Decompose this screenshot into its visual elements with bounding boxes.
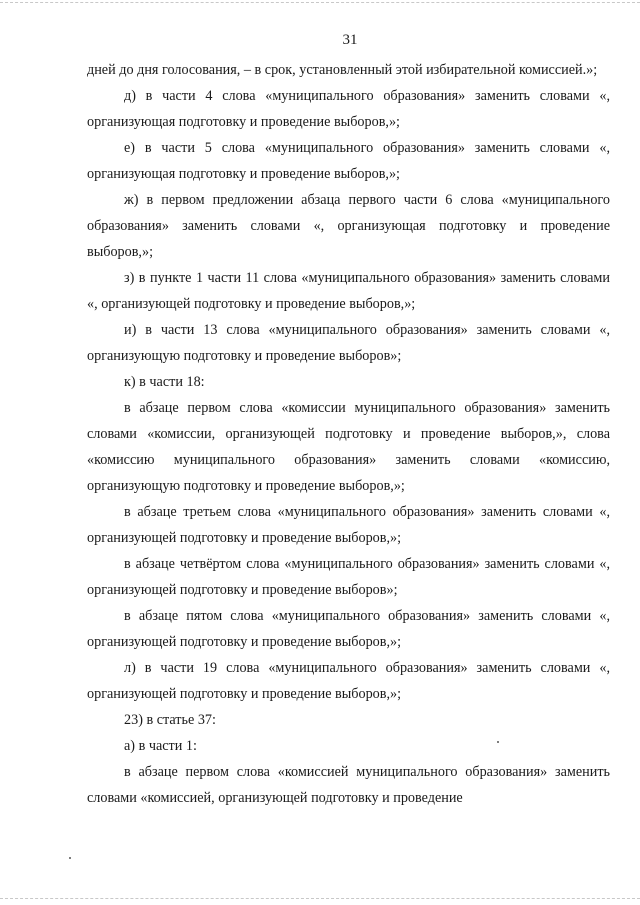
paragraph: з) в пункте 1 части 11 слова «муниципального образования» заменить словами «, организующей подготовку и проведение выборов,»; <box>87 270 610 312</box>
page-number: 31 <box>342 32 358 48</box>
page-top-edge <box>0 2 640 3</box>
paragraph: в абзаце первом слова «комиссией муниципального образования» заменить словами «комиссией, организующей подготовку и проведение <box>87 764 610 806</box>
paragraph: ж) в первом предложении абзаца первого части 6 слова «муниципального образования» заменить словами «, организующая подготовку и проведение выборов,»; <box>87 192 610 260</box>
paragraph: в абзаце третьем слова «муниципального образования» заменить словами «, организующей подготовку и проведение выборов,»; <box>87 504 610 546</box>
scan-speck <box>69 857 71 859</box>
paragraph: д) в части 4 слова «муниципального образования» заменить словами «, организующая подготовку и проведение выборов,»; <box>87 88 610 130</box>
paragraph: к) в части 18: <box>124 374 205 390</box>
page-bottom-edge <box>0 898 640 899</box>
paragraph: и) в части 13 слова «муниципального образования» заменить словами «, организующую подготовку и проведение выборов»; <box>87 322 610 364</box>
paragraph: дней до дня голосования, – в срок, установленный этой избирательной комиссией.»; <box>87 62 598 78</box>
paragraph: е) в части 5 слова «муниципального образования» заменить словами «, организующая подготовку и проведение выборов,»; <box>87 140 610 182</box>
paragraph: в абзаце первом слова «комиссии муниципального образования» заменить словами «комиссии, организующей подготовку и проведение выборов,», слова «комиссию муниципального образования» заменить словами «комиссию, организующую подготовку и проведение выборов,»; <box>87 400 610 494</box>
paragraph: в абзаце четвёртом слова «муниципального образования» заменить словами «, организующей подготовку и проведение выборов»; <box>87 556 610 598</box>
paragraph: в абзаце пятом слова «муниципального образования» заменить словами «, организующей подготовку и проведение выборов,»; <box>87 608 610 650</box>
paragraph: л) в части 19 слова «муниципального образования» заменить словами «, организующей подготовку и проведение выборов,»; <box>87 660 610 702</box>
scan-speck <box>497 741 499 743</box>
paragraph: а) в части 1: <box>124 738 197 754</box>
document-body <box>87 57 610 811</box>
paragraph: 23) в статье 37: <box>124 712 216 728</box>
